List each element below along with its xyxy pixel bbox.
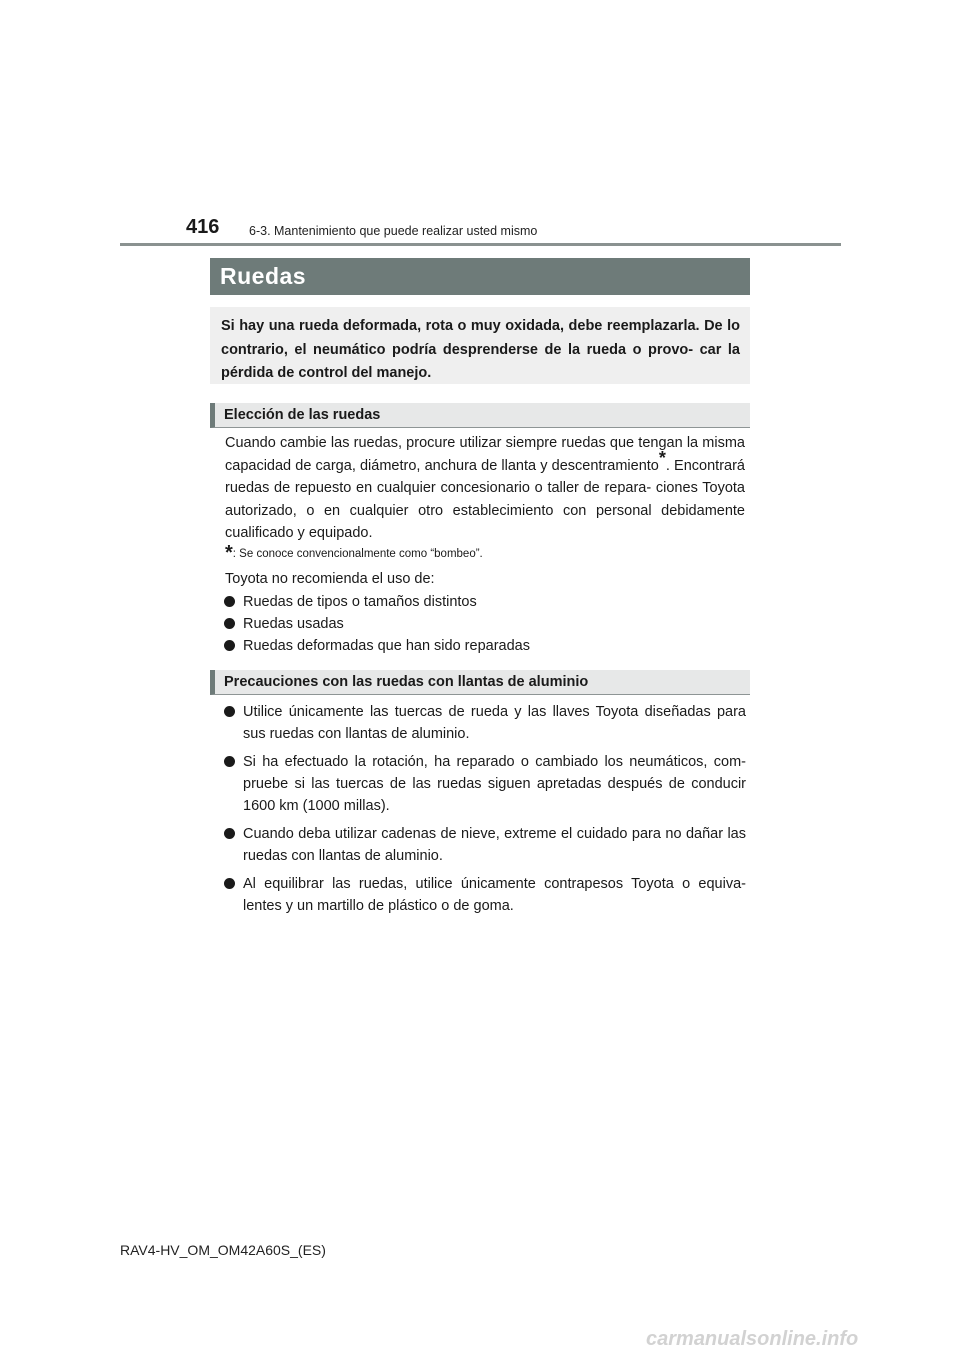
title-bar bbox=[210, 258, 750, 295]
list-item bbox=[224, 701, 746, 745]
footnote bbox=[225, 542, 483, 565]
list-item bbox=[224, 613, 746, 635]
list-item-text: Ruedas usadas bbox=[243, 616, 344, 632]
bullet-icon bbox=[224, 756, 235, 767]
paragraph-text-before: Cuando cambie las ruedas, procure utilizar siempre ruedas que tengan la misma capacidad de carga, diámetro, anchura de llanta y descentramiento bbox=[225, 435, 745, 474]
document-code: RAV4-HV_OM_OM42A60S_(ES) bbox=[120, 1242, 326, 1258]
section-title: 6-3. Mantenimiento que puede realizar usted mismo bbox=[249, 224, 538, 238]
page-number: 416 bbox=[186, 216, 220, 238]
intro-text: Si hay una rueda deformada, rota o muy oxidada, debe reemplazarla. De lo contrario, el neumático podría desprenderse de la rueda o provo- car la pérdida de control del manejo. bbox=[221, 318, 740, 381]
section-heading-aluminium: Precauciones con las ruedas con llantas de aluminio bbox=[210, 670, 750, 695]
list-item-text: Ruedas de tipos o tamaños distintos bbox=[243, 594, 477, 610]
list-item-text: Al equilibrar las ruedas, utilice únicamente contrapesos Toyota o equiva- lentes y un martillo de plástico o de goma. bbox=[243, 876, 746, 914]
bullet-icon bbox=[224, 878, 235, 889]
not-recommended-list bbox=[224, 591, 746, 657]
list-item-text: Si ha efectuado la rotación, ha reparado o cambiado los neumáticos, com- pruebe si las tuercas de las ruedas siguen apretadas después de conducir 1600 km (1000 millas). bbox=[243, 754, 746, 814]
list-item-text: Utilice únicamente las tuercas de rueda y las llaves Toyota diseñadas para sus ruedas con llantas de aluminio. bbox=[243, 704, 746, 742]
page-title: Ruedas bbox=[220, 263, 307, 289]
bullet-icon bbox=[224, 640, 235, 651]
footnote-marker: * bbox=[658, 447, 666, 468]
bullet-icon bbox=[224, 596, 235, 607]
watermark: carmanualsonline.info bbox=[646, 1328, 859, 1350]
list-item bbox=[224, 635, 746, 657]
list-item-text: Ruedas deformadas que han sido reparadas bbox=[243, 638, 530, 654]
paragraph-text-after: . Encontrará ruedas de repuesto en cualquier concesionario o taller de repara- ciones Toyota autorizado, o en cualquier otro establecimiento con personal debidamente cualificado y equipado. bbox=[225, 457, 745, 541]
bullet-icon bbox=[224, 706, 235, 717]
header-rule bbox=[120, 243, 841, 246]
list-item bbox=[224, 873, 746, 917]
list-item bbox=[224, 751, 746, 817]
section-heading-wheel-choice: Elección de las ruedas bbox=[210, 403, 750, 428]
list-item bbox=[224, 591, 746, 613]
footnote-star: * bbox=[225, 542, 233, 564]
wheel-choice-paragraph bbox=[225, 432, 745, 545]
bullet-icon bbox=[224, 828, 235, 839]
list-intro: Toyota no recomienda el uso de: bbox=[225, 571, 435, 587]
bullet-icon bbox=[224, 618, 235, 629]
intro-box bbox=[210, 307, 750, 384]
aluminium-precautions-list bbox=[224, 701, 746, 917]
footnote-text: : Se conoce convencionalmente como “bombeo”. bbox=[232, 548, 483, 560]
list-item bbox=[224, 823, 746, 867]
list-item-text: Cuando deba utilizar cadenas de nieve, extreme el cuidado para no dañar las ruedas con llantas de aluminio. bbox=[243, 826, 746, 864]
